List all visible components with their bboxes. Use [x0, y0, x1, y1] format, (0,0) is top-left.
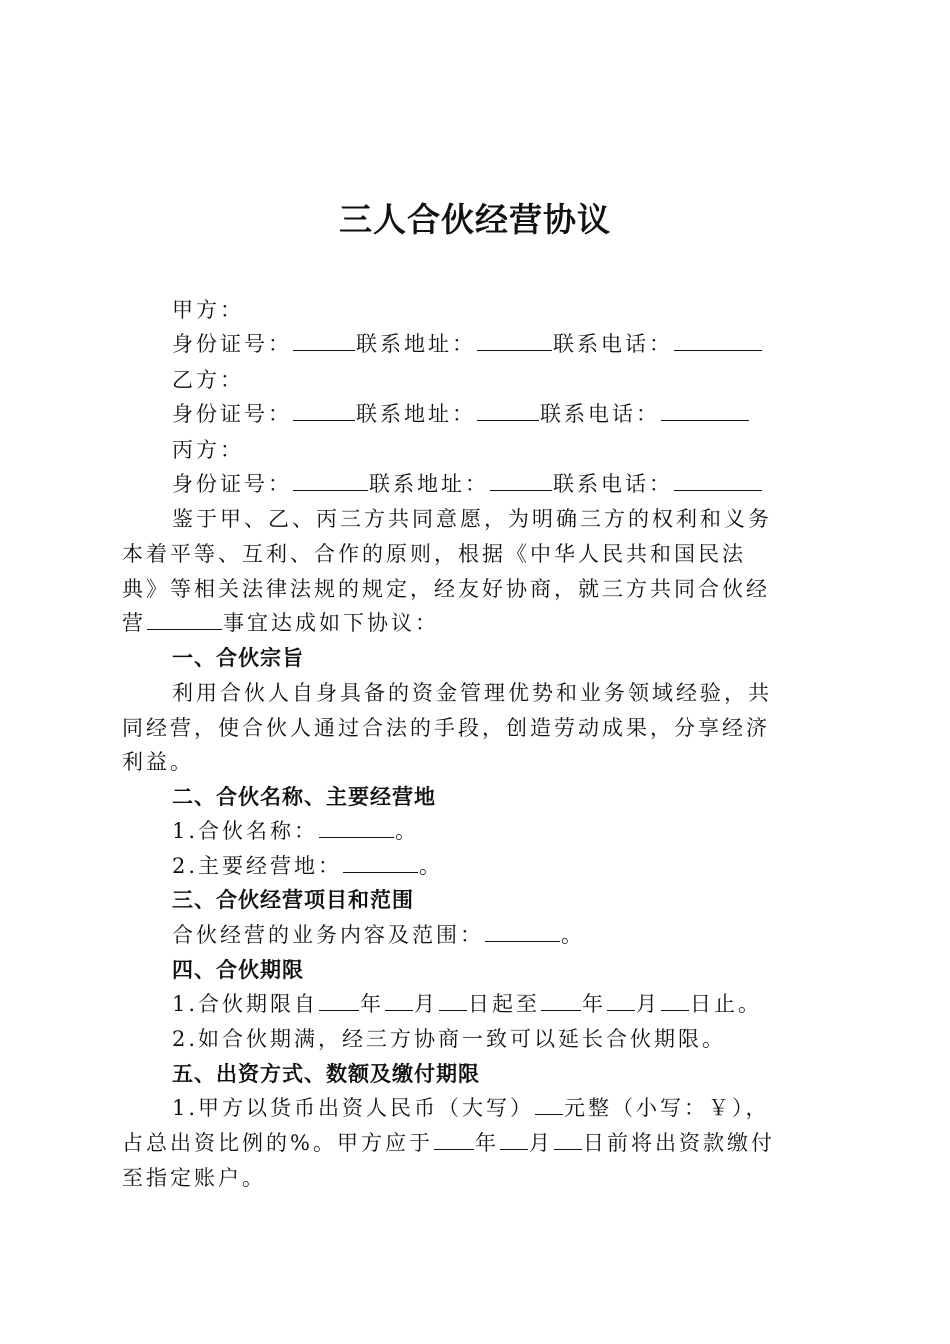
section-1-line-3: 利益。 [122, 750, 194, 774]
year-label: 年 [474, 1131, 499, 1155]
business-scope [0, 918, 950, 952]
party-a-label: 甲方： [172, 298, 244, 322]
partnership-name [0, 814, 950, 848]
end-year-blank [541, 988, 581, 1011]
end-month-blank [607, 988, 635, 1011]
address-blank [477, 398, 539, 421]
id-label: 身份证号： [172, 332, 292, 356]
year-label: 年 [582, 992, 607, 1016]
day-label: 日起至 [468, 992, 541, 1016]
amount-blank [535, 1092, 563, 1115]
location-label: 2.主要经营地： [172, 854, 343, 878]
preamble-line-1: 鉴于甲、乙、丙三方共同意愿，为明确三方的权利和义务 [172, 507, 772, 531]
party-b-label: 乙方： [172, 368, 244, 392]
month-label: 月 [414, 992, 439, 1016]
section-3-heading: 三、合伙经营项目和范围 [172, 888, 414, 912]
contribution-line-1 [0, 1091, 950, 1125]
term-label: 1.合伙期限自 [172, 992, 319, 1016]
section-5-heading: 五、出资方式、数额及缴付期限 [172, 1062, 480, 1086]
document-title: 三人合伙经营协议 [339, 200, 611, 239]
partnership-term [0, 987, 950, 1021]
term-extension: 2.如合伙期满，经三方协商一致可以延长合伙期限。 [172, 1027, 727, 1051]
party-c-info [0, 467, 950, 501]
contribution-text: 元整（小写：￥）， [564, 1096, 770, 1120]
preamble-line-4 [0, 606, 950, 640]
day-blank [554, 1127, 582, 1150]
punctuation: 。 [419, 854, 444, 878]
name-label: 1.合伙名称： [172, 819, 319, 843]
section-1-line-2: 同经营，使合伙人通过合法的手段，创造劳动成果，分享经济 [122, 716, 770, 740]
main-business-location [0, 849, 950, 883]
name-blank [319, 815, 394, 838]
start-year-blank [319, 988, 359, 1011]
punctuation: 。 [561, 923, 585, 947]
scope-label: 合伙经营的业务内容及范围： [172, 923, 484, 947]
preamble-text: 营 [122, 611, 146, 635]
end-day-blank [661, 988, 689, 1011]
id-blank [293, 328, 355, 351]
party-a-info [0, 327, 950, 361]
contribution-line-3: 至指定账户。 [122, 1166, 266, 1190]
start-day-blank [439, 988, 467, 1011]
phone-label: 联系电话： [553, 332, 673, 356]
id-blank [293, 398, 355, 421]
section-1-heading: 一、合伙宗旨 [172, 646, 304, 670]
address-blank [477, 328, 552, 351]
preamble-text: 事宜达成如下协议： [223, 611, 439, 635]
id-blank [293, 468, 368, 491]
month-label: 月 [636, 992, 661, 1016]
address-label: 联系地址： [356, 402, 476, 426]
id-label: 身份证号： [172, 472, 292, 496]
phone-blank [674, 328, 762, 351]
preamble-line-3: 典》等相关法律法规的规定，经友好协商，就三方共同合伙经 [122, 577, 770, 601]
address-label: 联系地址： [356, 332, 476, 356]
contribution-text: 1.甲方以货币出资人民币（大写） [172, 1096, 535, 1120]
address-blank [490, 468, 552, 491]
phone-label: 联系电话： [553, 472, 673, 496]
month-label: 月 [528, 1131, 553, 1155]
section-1-line-1: 利用合伙人自身具备的资金管理优势和业务领域经验，共 [172, 681, 772, 705]
party-c-label: 丙方： [172, 438, 244, 462]
month-blank [500, 1127, 528, 1150]
business-blank [147, 607, 222, 630]
section-4-heading: 四、合伙期限 [172, 958, 304, 982]
preamble-line-2: 本着平等、互利、合作的原则，根据《中华人民共和国民法 [122, 542, 746, 566]
punctuation: 。 [395, 819, 420, 843]
scope-blank [485, 919, 560, 942]
party-b-info [0, 397, 950, 431]
address-label: 联系地址： [369, 472, 489, 496]
phone-blank [661, 398, 749, 421]
section-2-heading: 二、合伙名称、主要经营地 [172, 785, 436, 809]
day-label: 日止。 [690, 992, 763, 1016]
start-month-blank [385, 988, 413, 1011]
location-blank [343, 850, 418, 873]
id-label: 身份证号： [172, 402, 292, 426]
phone-blank [674, 468, 762, 491]
contribution-text: 占总出资比例的%。甲方应于 [122, 1131, 433, 1155]
phone-label: 联系电话： [540, 402, 660, 426]
contribution-line-2 [0, 1126, 950, 1160]
year-label: 年 [360, 992, 385, 1016]
year-blank [434, 1127, 474, 1150]
contribution-text: 日前将出资款缴付 [582, 1131, 775, 1155]
